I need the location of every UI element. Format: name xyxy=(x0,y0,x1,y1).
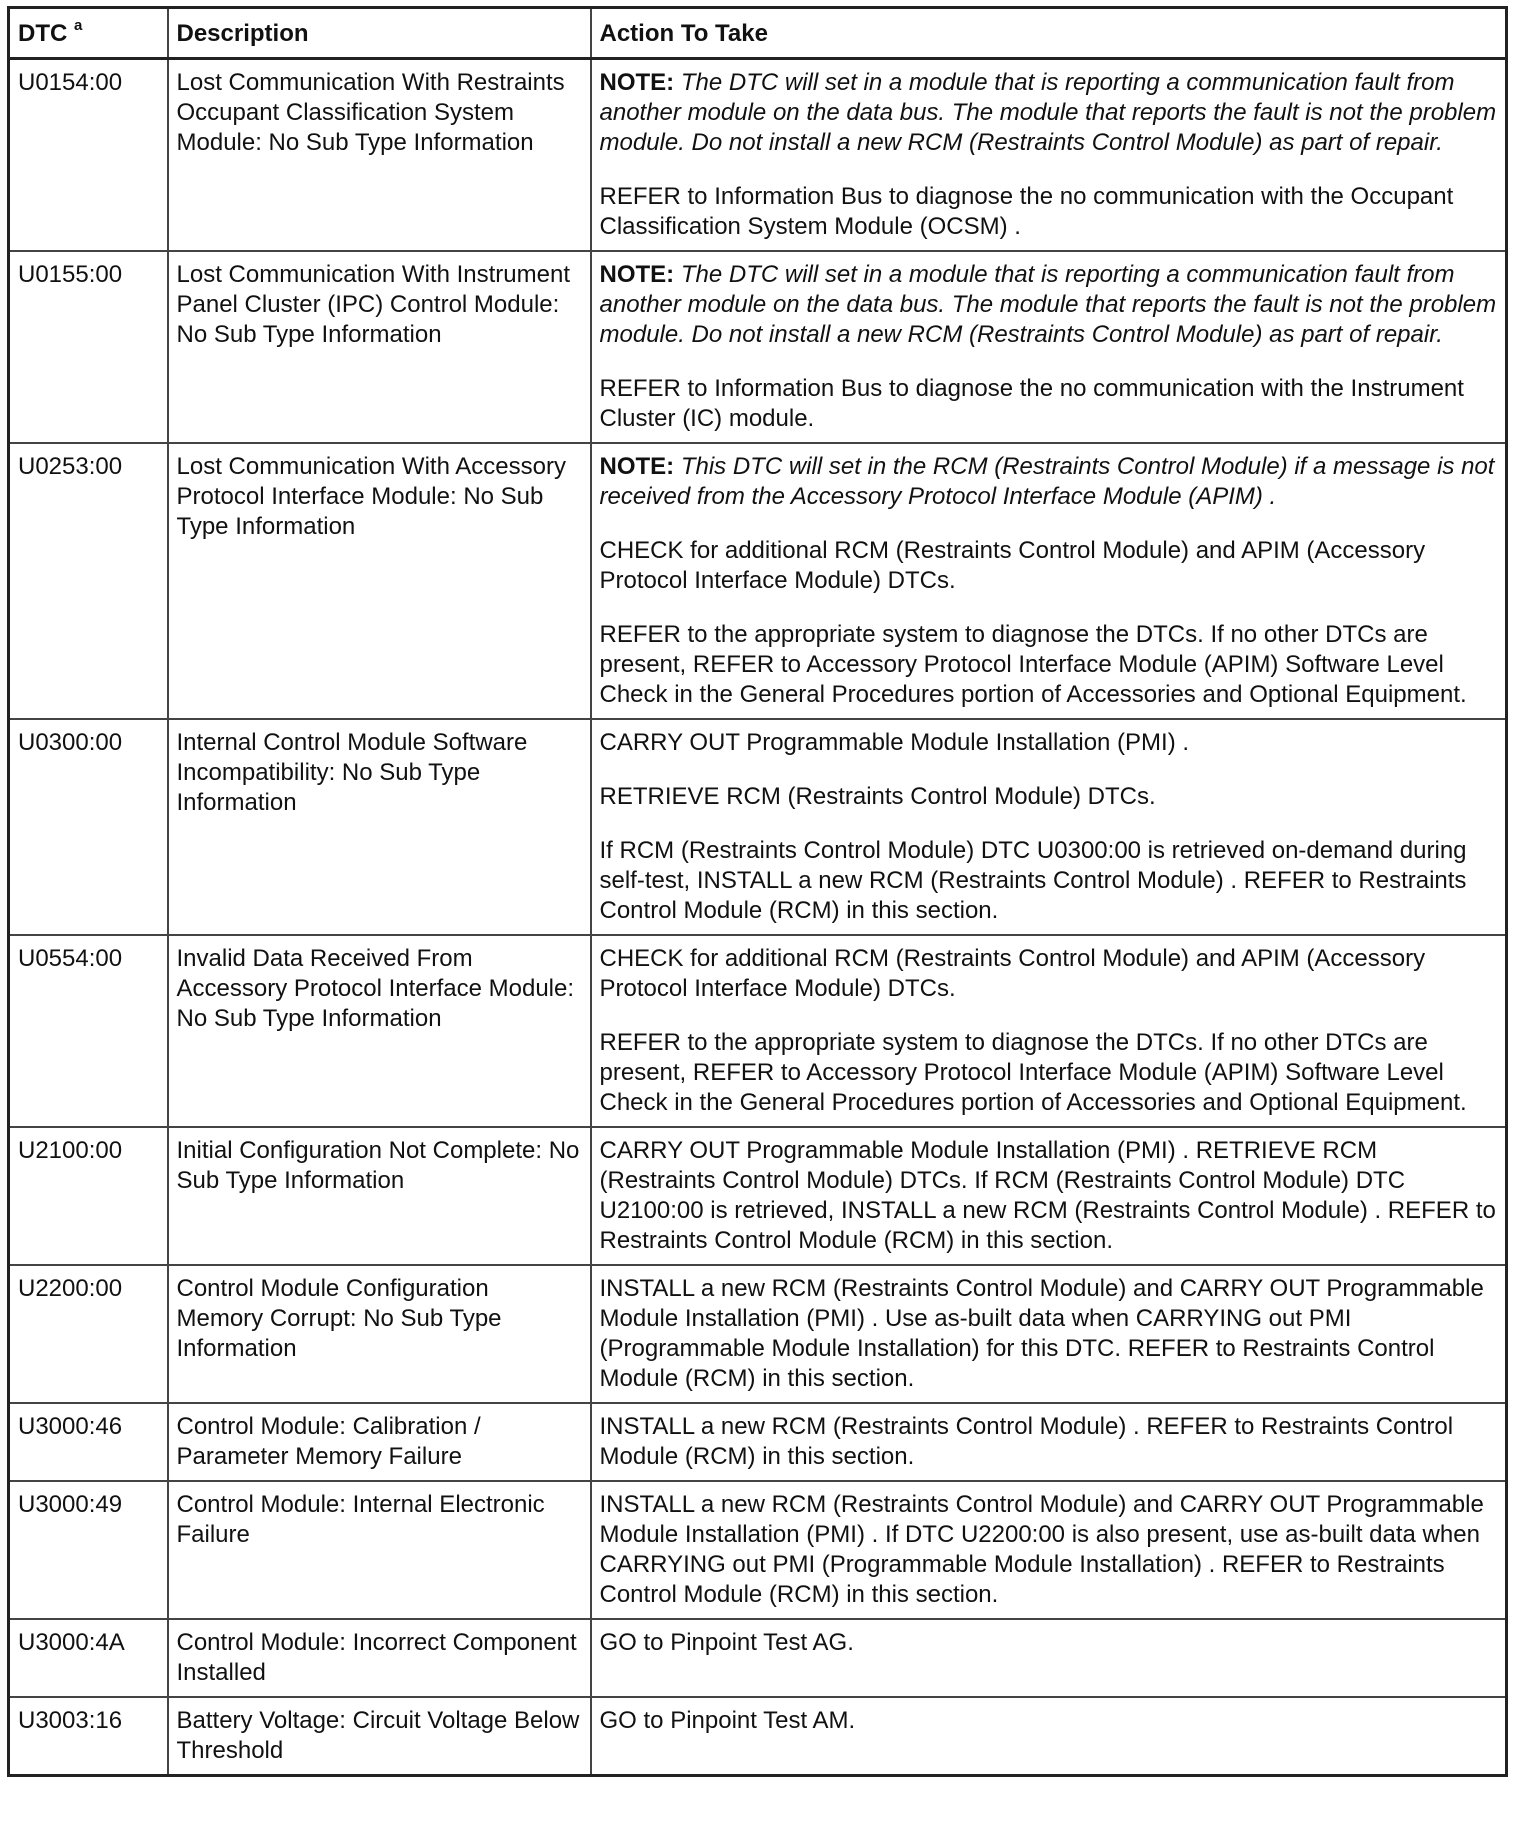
note-text: The DTC will set in a module that is reporting a communication fault from another module on the data bus. The module that reports the fault is not the problem module. Do not install a new RCM (Restraints Control Module) as part of repair. xyxy=(599,261,1497,348)
table-row xyxy=(9,59,1507,252)
table-row xyxy=(9,1127,1507,1265)
dtc-table xyxy=(7,6,1508,1777)
action-paragraph: If RCM (Restraints Control Module) DTC U0300:00 is retrieved on-demand during self-test, INSTALL a new RCM (Restraints Control Module) . REFER to Restraints Control Module (RCM) in this section. xyxy=(599,837,1467,924)
action-paragraph: INSTALL a new RCM (Restraints Control Module) and CARRY OUT Programmable Module Installation (PMI) . Use as-built data when CARRYING out PMI (Programmable Module Installation) for this DTC. REFER to Restraints Control Module (RCM) in this section. xyxy=(599,1275,1484,1392)
note-label: NOTE: xyxy=(599,69,675,96)
dtc-code: U0554:00 xyxy=(9,935,168,1127)
note-label: NOTE: xyxy=(599,261,675,288)
dtc-description: Control Module: Calibration / Parameter Memory Failure xyxy=(168,1403,591,1481)
action-cell xyxy=(591,1697,1507,1776)
dtc-code: U2100:00 xyxy=(9,1127,168,1265)
action-paragraph: REFER to Information Bus to diagnose the no communication with the Occupant Classification System Module (OCSM) . xyxy=(599,183,1454,240)
dtc-code: U0155:00 xyxy=(9,251,168,443)
action-cell xyxy=(591,1481,1507,1619)
dtc-code: U3000:49 xyxy=(9,1481,168,1619)
dtc-description: Control Module Configuration Memory Corrupt: No Sub Type Information xyxy=(168,1265,591,1403)
header-description: Description xyxy=(168,8,591,59)
dtc-code: U3000:4A xyxy=(9,1619,168,1697)
dtc-code: U3003:16 xyxy=(9,1697,168,1776)
action-cell xyxy=(591,935,1507,1127)
table-row xyxy=(9,935,1507,1127)
dtc-code: U3000:46 xyxy=(9,1403,168,1481)
note-text: The DTC will set in a module that is reporting a communication fault from another module on the data bus. The module that reports the fault is not the problem module. Do not install a new RCM (Restraints Control Module) as part of repair. xyxy=(599,69,1497,156)
note-label: NOTE: xyxy=(599,453,675,480)
dtc-description: Invalid Data Received From Accessory Protocol Interface Module: No Sub Type Information xyxy=(168,935,591,1127)
dtc-description: Internal Control Module Software Incompatibility: No Sub Type Information xyxy=(168,719,591,935)
dtc-description: Control Module: Incorrect Component Installed xyxy=(168,1619,591,1697)
action-paragraph: CHECK for additional RCM (Restraints Control Module) and APIM (Accessory Protocol Interface Module) DTCs. xyxy=(599,537,1426,594)
dtc-description: Lost Communication With Instrument Panel Cluster (IPC) Control Module: No Sub Type Information xyxy=(168,251,591,443)
action-paragraph: RETRIEVE RCM (Restraints Control Module) DTCs. xyxy=(599,783,1156,810)
action-paragraph: REFER to the appropriate system to diagnose the DTCs. If no other DTCs are present, REFER to Accessory Protocol Interface Module (APIM) Software Level Check in the General Procedures portion of Accessories and Optional Equipment. xyxy=(599,621,1467,708)
table-row xyxy=(9,719,1507,935)
note-paragraph xyxy=(600,68,1498,158)
action-cell xyxy=(591,1619,1507,1697)
dtc-code: U0154:00 xyxy=(9,59,168,252)
action-cell xyxy=(591,1265,1507,1403)
table-row xyxy=(9,1481,1507,1619)
table-header-row xyxy=(9,8,1507,59)
dtc-description: Lost Communication With Restraints Occupant Classification System Module: No Sub Type Information xyxy=(168,59,591,252)
dtc-code: U0300:00 xyxy=(9,719,168,935)
dtc-code: U2200:00 xyxy=(9,1265,168,1403)
action-paragraph: CHECK for additional RCM (Restraints Control Module) and APIM (Accessory Protocol Interface Module) DTCs. xyxy=(599,945,1426,1002)
table-row xyxy=(9,251,1507,443)
action-paragraph: INSTALL a new RCM (Restraints Control Module) and CARRY OUT Programmable Module Installation (PMI) . If DTC U2200:00 is also present, use as-built data when CARRYING out PMI (Programmable Module Installation) . REFER to Restraints Control Module (RCM) in this section. xyxy=(599,1491,1484,1608)
table-row xyxy=(9,443,1507,719)
note-paragraph xyxy=(600,452,1498,512)
action-paragraph: CARRY OUT Programmable Module Installation (PMI) . xyxy=(599,729,1190,756)
dtc-description: Lost Communication With Accessory Protocol Interface Module: No Sub Type Information xyxy=(168,443,591,719)
action-paragraph: GO to Pinpoint Test AG. xyxy=(599,1629,854,1656)
action-cell xyxy=(591,1127,1507,1265)
header-dtc-footnote: a xyxy=(74,17,83,34)
table-row xyxy=(9,1265,1507,1403)
table-row xyxy=(9,1619,1507,1697)
table-row xyxy=(9,1403,1507,1481)
action-paragraph: GO to Pinpoint Test AM. xyxy=(599,1707,856,1734)
action-cell xyxy=(591,719,1507,935)
note-text: This DTC will set in the RCM (Restraints Control Module) if a message is not received from the Accessory Protocol Interface Module (APIM) . xyxy=(599,453,1495,510)
header-dtc: DTC $^a$ xyxy=(9,8,168,59)
note-paragraph xyxy=(600,260,1498,350)
action-cell xyxy=(591,251,1507,443)
action-cell xyxy=(591,443,1507,719)
action-paragraph: REFER to Information Bus to diagnose the no communication with the Instrument Cluster (IC) module. xyxy=(599,375,1464,432)
table-row xyxy=(9,1697,1507,1776)
header-action: Action To Take xyxy=(591,8,1507,59)
action-paragraph: REFER to the appropriate system to diagnose the DTCs. If no other DTCs are present, REFER to Accessory Protocol Interface Module (APIM) Software Level Check in the General Procedures portion of Accessories and Optional Equipment. xyxy=(599,1029,1467,1116)
dtc-description: Battery Voltage: Circuit Voltage Below Threshold xyxy=(168,1697,591,1776)
action-paragraph: INSTALL a new RCM (Restraints Control Module) . REFER to Restraints Control Module (RCM) in this section. xyxy=(599,1413,1454,1470)
action-cell xyxy=(591,59,1507,252)
dtc-code: U0253:00 xyxy=(9,443,168,719)
dtc-description: Control Module: Internal Electronic Failure xyxy=(168,1481,591,1619)
action-cell xyxy=(591,1403,1507,1481)
dtc-description: Initial Configuration Not Complete: No Sub Type Information xyxy=(168,1127,591,1265)
action-paragraph: CARRY OUT Programmable Module Installation (PMI) . RETRIEVE RCM (Restraints Control Module) DTCs. If RCM (Restraints Control Module) DTC U2100:00 is retrieved, INSTALL a new RCM (Restraints Control Module) . REFER to Restraints Control Module (RCM) in this section. xyxy=(599,1137,1496,1254)
